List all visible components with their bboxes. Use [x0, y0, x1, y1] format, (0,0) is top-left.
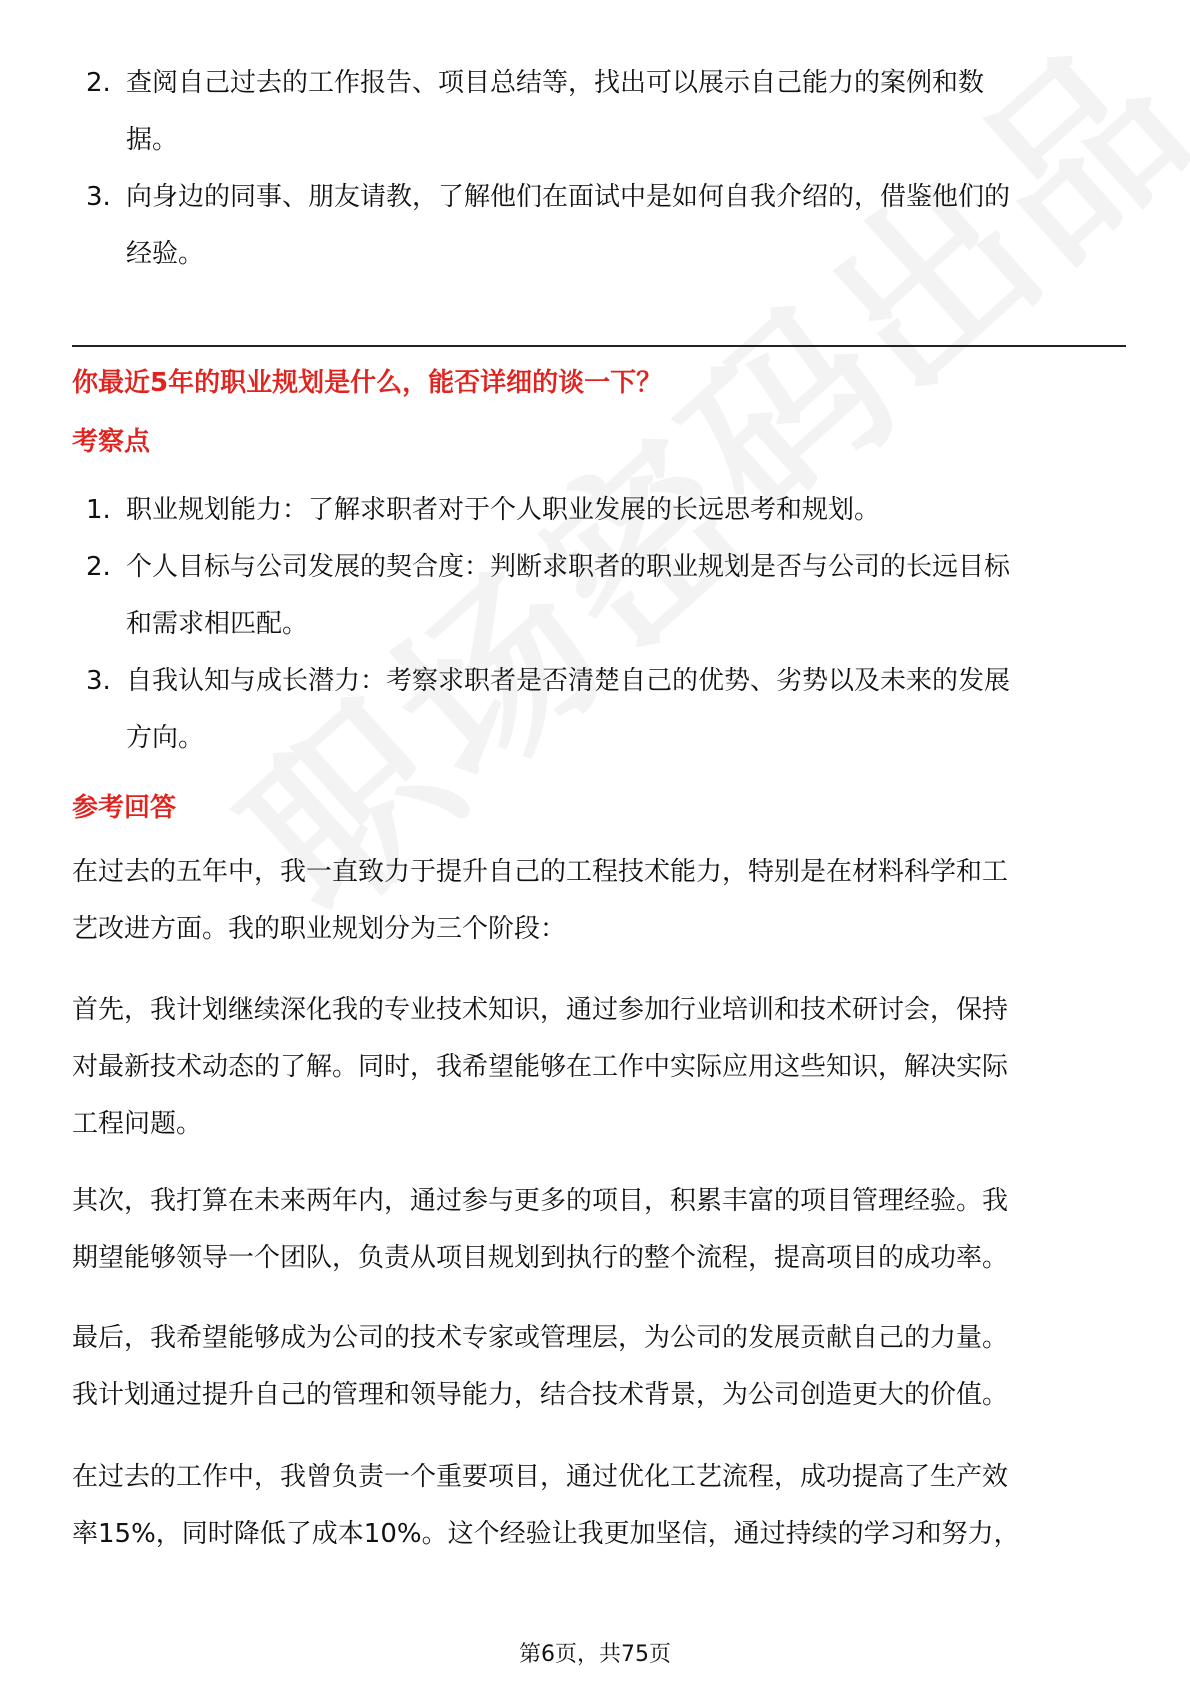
list-item — [86, 539, 1126, 653]
list-item-text: 和需求相匹配。 — [126, 609, 309, 639]
top-list — [86, 55, 1126, 283]
list-item-number: 3. — [86, 666, 111, 696]
list-item-number: 3. — [86, 182, 111, 212]
answer-paragraph — [72, 982, 1132, 1153]
list-item-text: 向身边的同事、朋友请教，了解他们在面试中是如何自我介绍的，借鉴他们的 — [126, 182, 1011, 212]
answer-paragraph — [72, 1173, 1132, 1287]
list-item — [86, 653, 1126, 767]
list-item — [86, 169, 1126, 283]
paragraph-line: 艺改进方面。我的职业规划分为三个阶段： — [72, 914, 567, 944]
list-item-number: 1. — [86, 495, 111, 525]
points-list — [86, 482, 1126, 767]
list-item-text: 自我认知与成长潜力：考察求职者是否清楚自己的优势、劣势以及未来的发展 — [126, 666, 1011, 696]
paragraph-line: 其次，我打算在未来两年内，通过参与更多的项目，积累丰富的项目管理经验。我 — [72, 1186, 1009, 1216]
section-divider — [72, 345, 1126, 347]
question-heading: 你最近5年的职业规划是什么，能否详细的谈一下？ — [72, 368, 663, 398]
list-item-text: 职业规划能力：了解求职者对于个人职业发展的长远思考和规划。 — [126, 495, 881, 525]
list-item — [86, 55, 1126, 169]
paragraph-line: 对最新技术动态的了解。同时，我希望能够在工作中实际应用这些知识，解决实际 — [72, 1052, 1009, 1082]
list-item-text: 方向。 — [126, 723, 205, 753]
list-item — [86, 482, 1126, 539]
page-number-footer: 第6页，共75页 — [519, 1642, 671, 1667]
paragraph-line: 工程问题。 — [72, 1109, 203, 1139]
points-heading: 考察点 — [72, 427, 151, 457]
paragraph-line: 我计划通过提升自己的管理和领导能力，结合技术背景，为公司创造更大的价值。 — [72, 1380, 1009, 1410]
paragraph-line: 期望能够领导一个团队，负责从项目规划到执行的整个流程，提高项目的成功率。 — [72, 1243, 1009, 1273]
answer-paragraph — [72, 1310, 1132, 1424]
paragraph-line: 率15%，同时降低了成本10%。这个经验让我更加坚信，通过持续的学习和努力， — [72, 1519, 1020, 1549]
paragraph-line: 在过去的工作中，我曾负责一个重要项目，通过优化工艺流程，成功提高了生产效 — [72, 1462, 1009, 1492]
list-item-text: 经验。 — [126, 239, 205, 269]
paragraph-line: 最后，我希望能够成为公司的技术专家或管理层，为公司的发展贡献自己的力量。 — [72, 1323, 1009, 1353]
list-item-number: 2. — [86, 552, 111, 582]
list-item-text: 查阅自己过去的工作报告、项目总结等，找出可以展示自己能力的案例和数 — [126, 68, 985, 98]
answer-heading: 参考回答 — [72, 793, 177, 823]
list-item-number: 2. — [86, 68, 111, 98]
list-item-text: 据。 — [126, 125, 179, 155]
paragraph-line: 首先，我计划继续深化我的专业技术知识，通过参加行业培训和技术研讨会，保持 — [72, 995, 1009, 1025]
answer-paragraph — [72, 1449, 1132, 1563]
answer-paragraph — [72, 844, 1132, 958]
paragraph-line: 在过去的五年中，我一直致力于提升自己的工程技术能力，特别是在材料科学和工 — [72, 857, 1009, 887]
list-item-text: 个人目标与公司发展的契合度：判断求职者的职业规划是否与公司的长远目标 — [126, 552, 1011, 582]
